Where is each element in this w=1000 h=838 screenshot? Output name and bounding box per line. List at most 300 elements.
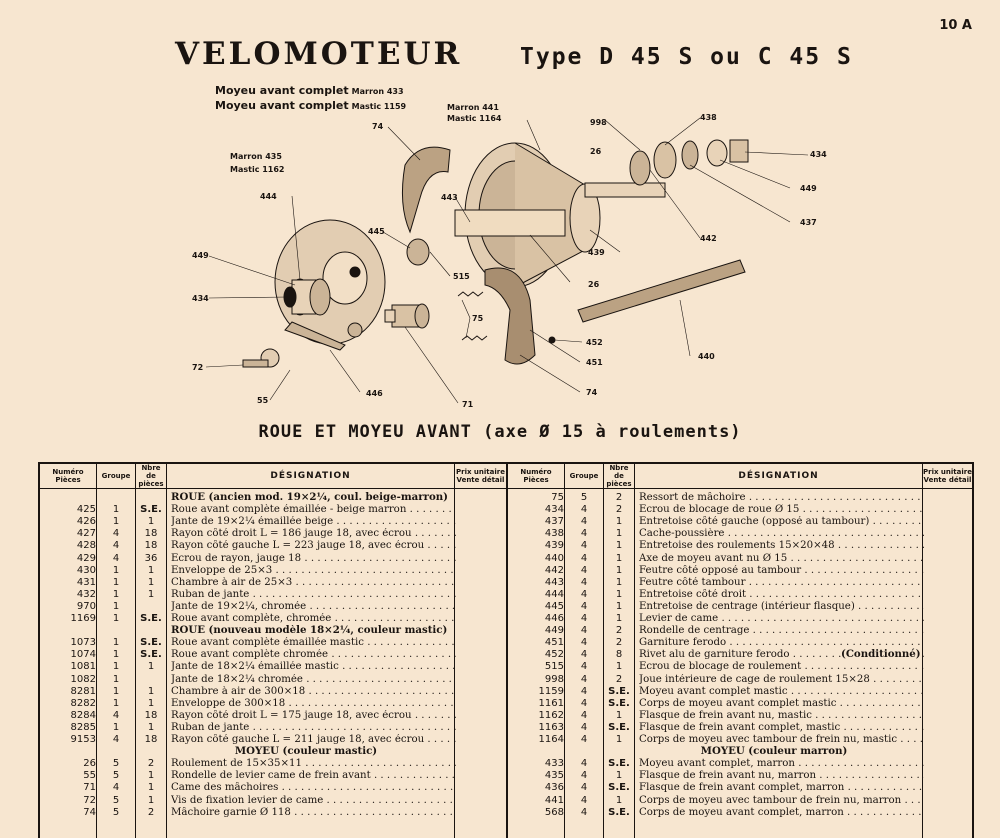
part-number-cell: 568: [544, 806, 564, 818]
quantity-cell: S.E.: [608, 697, 630, 709]
table-row: [508, 540, 974, 552]
type-label: Type D 45 S ou C 45 S: [520, 44, 853, 70]
header-groupe: Groupe: [97, 464, 135, 489]
hub-spacer-drawing: [455, 210, 565, 236]
group-cell: 4: [580, 758, 588, 770]
table-row: [40, 516, 506, 528]
part-number-cell: 430: [76, 564, 96, 576]
part-number-cell: 442: [544, 564, 564, 576]
table-row: [40, 674, 506, 686]
part-number-cell: 440: [544, 552, 564, 564]
callout-mastic-1164: Mastic 1164: [447, 114, 502, 123]
part-number-cell: 438: [544, 528, 564, 540]
quantity-cell: 1: [615, 613, 623, 624]
parts-table: [38, 462, 974, 838]
table-row: [40, 613, 506, 625]
callout-26-bottom: 26: [588, 280, 600, 289]
table-row: [40, 649, 506, 661]
designation-cell: Flasque de frein avant complet, mastic . . .: [639, 722, 924, 734]
table-row: [508, 516, 974, 528]
table-row: [40, 504, 506, 516]
part-number-cell: 428: [76, 540, 96, 552]
table-row: [508, 770, 974, 782]
designation-cell: MOYEU (couleur marron): [700, 746, 848, 758]
section-title: ROUE ET MOYEU AVANT (axe Ø 15 à roulements): [258, 422, 742, 442]
group-cell: 4: [580, 734, 588, 745]
part-number-cell: 998: [544, 673, 564, 685]
table-row: [508, 613, 974, 625]
group-cell: 4: [580, 625, 588, 637]
group-cell: 1: [112, 697, 120, 709]
quantity-cell: 1: [615, 709, 623, 721]
table-row: [40, 637, 506, 649]
part-number-cell: 449: [544, 625, 564, 637]
page-number: 10 A: [939, 18, 972, 33]
right-bearing-stack-drawing: [630, 140, 748, 185]
group-cell: 4: [112, 709, 120, 721]
designation-cell: Ecrou de rayon, jauge 18 . . .: [171, 553, 456, 565]
callout-443: 443: [441, 193, 458, 202]
callout-marron-441: Marron 441: [447, 103, 499, 112]
designation-cell: Joue intérieure de cage de roulement 15×28 . . .: [639, 674, 924, 686]
callout-75: 75: [472, 314, 484, 323]
designation-cell: Chambre à air de 300×18 . . .: [171, 686, 456, 698]
part-number-cell: 1163: [538, 721, 564, 733]
part-number-cell: 444: [544, 588, 564, 600]
group-cell: 1: [112, 721, 120, 733]
quantity-cell: 2: [615, 492, 623, 503]
cam-drawing: [385, 304, 429, 328]
group-cell: 4: [112, 540, 120, 552]
designation-cell: Ruban de jante . . .: [171, 589, 456, 601]
designation-cell: Came des mâchoires . . .: [171, 782, 456, 794]
part-number-cell: 446: [544, 613, 564, 624]
table-row: [508, 625, 974, 637]
table-row: [508, 722, 974, 734]
group-cell: 4: [580, 528, 588, 540]
group-cell: 1: [112, 600, 120, 612]
group-cell: 4: [112, 552, 120, 564]
group-cell: 1: [112, 661, 120, 673]
designation-suffix: (Conditionné): [841, 648, 921, 661]
part-number-cell: 1159: [538, 685, 564, 697]
table-row: [40, 710, 506, 722]
callout-452: 452: [586, 338, 603, 347]
group-cell: 4: [580, 637, 588, 649]
quantity-cell: 2: [615, 637, 623, 649]
table-row: [508, 795, 974, 807]
quantity-cell: 1: [147, 794, 155, 806]
header-groupe-right: Groupe: [565, 464, 603, 489]
designation-cell: Flasque de frein avant nu, marron . . .: [639, 770, 924, 782]
group-cell: 4: [580, 588, 588, 600]
table-row: [40, 734, 506, 746]
table-row: [508, 710, 974, 722]
designation-cell: MOYEU (couleur mastic): [234, 746, 378, 758]
part-number-cell: 970: [76, 600, 96, 612]
designation-cell: Feutre côté tambour . . .: [639, 577, 924, 589]
quantity-cell: S.E.: [140, 504, 162, 516]
quantity-cell: S.E.: [140, 649, 162, 661]
callout-515: 515: [453, 272, 470, 281]
quantity-cell: 1: [615, 794, 623, 806]
callout-26-top: 26: [590, 147, 602, 156]
group-cell: 4: [580, 673, 588, 685]
part-number-cell: 515: [544, 661, 564, 673]
group-cell: 1: [112, 613, 120, 624]
part-number-cell: 26: [83, 758, 96, 770]
designation-cell: Entretoise côté gauche (opposé au tambour) . . .: [639, 516, 924, 528]
designation-cell: Ressort de mâchoire . . .: [639, 492, 924, 504]
group-cell: 1: [112, 685, 120, 697]
table-row: [40, 686, 506, 698]
table-row: [508, 649, 974, 661]
part-number-cell: 1081: [70, 661, 96, 673]
callout-998: 998: [590, 118, 607, 127]
designation-cell: Rondelle de levier came de frein avant . . .: [171, 770, 456, 782]
designation-cell: Jante de 18×2¼ émaillée mastic . . .: [171, 661, 456, 673]
table-row: [508, 807, 974, 819]
designation-cell: Corps de moyeu avant complet, marron . . .: [639, 807, 924, 819]
quantity-cell: 2: [615, 673, 623, 685]
table-row: [40, 528, 506, 540]
quantity-cell: S.E.: [608, 721, 630, 733]
callout-438: 438: [700, 113, 717, 122]
group-cell: 4: [580, 770, 588, 782]
quantity-cell: 1: [615, 734, 623, 745]
quantity-cell: 1: [147, 588, 155, 600]
table-row: [40, 492, 506, 504]
designation-cell: Corps de moyeu avec tambour de frein nu, mastic . . .: [639, 734, 924, 746]
table-row: [40, 770, 506, 782]
designation-cell: Chambre à air de 25×3 . . .: [171, 577, 456, 589]
group-cell: 1: [112, 516, 120, 528]
group-cell: 4: [580, 576, 588, 588]
group-cell: 4: [580, 661, 588, 673]
table-row: [40, 577, 506, 589]
subtitle-mastic: Moyeu avant complet Mastic 1159: [215, 99, 407, 112]
group-cell: 4: [580, 806, 588, 818]
rivet-drawing: [549, 337, 555, 343]
designation-cell: Corps de moyeu avec tambour de frein nu, marron . . .: [639, 795, 924, 807]
part-number-cell: 74: [83, 806, 96, 818]
part-number-cell: 55: [83, 770, 96, 782]
group-cell: 5: [112, 770, 120, 782]
quantity-cell: 2: [615, 625, 623, 637]
quantity-cell: S.E.: [608, 685, 630, 697]
designation-cell: Roue avant complète émaillée - beige marron . . .: [171, 504, 456, 516]
quantity-cell: S.E.: [608, 806, 630, 818]
table-row: [40, 746, 506, 758]
callout-442: 442: [700, 234, 717, 243]
designation-cell: Moyeu avant complet, marron . . .: [639, 758, 924, 770]
quantity-cell: 2: [147, 806, 155, 818]
group-cell: 1: [112, 673, 120, 685]
quantity-cell: 1: [147, 782, 155, 794]
callout-446: 446: [366, 389, 383, 398]
quantity-cell: 1: [615, 661, 623, 673]
part-number-cell: 8282: [70, 697, 96, 709]
designation-cell: Entretoise côté droit . . .: [639, 589, 924, 601]
part-number-cell: 451: [544, 637, 564, 649]
table-row: [40, 601, 506, 613]
table-row: [40, 661, 506, 673]
group-cell: 4: [112, 782, 120, 794]
table-row: [508, 601, 974, 613]
table-row: [40, 722, 506, 734]
group-cell: 4: [580, 685, 588, 697]
table-row: [40, 782, 506, 794]
designation-cell: Rondelle de centrage . . .: [639, 625, 924, 637]
table-row: [508, 577, 974, 589]
table-row: [508, 565, 974, 577]
header-designation: DÉSIGNATION: [167, 464, 454, 489]
subtitle-marron: Moyeu avant complet Marron 433: [215, 84, 404, 97]
designation-cell: Rivet alu de garniture ferodo . . .: [639, 649, 924, 661]
quantity-cell: 18: [144, 734, 158, 745]
quantity-cell: 1: [615, 552, 623, 564]
part-number-cell: 439: [544, 540, 564, 552]
header-nbre: Nbre de pièces: [136, 464, 166, 489]
designation-cell: Rayon côté droit L = 175 jauge 18, avec écrou . . .: [171, 710, 456, 722]
designation-cell: ROUE (ancien mod. 19×2¼, coul. beige-marron): [171, 492, 448, 503]
designation-cell: Jante de 18×2¼ chromée . . .: [171, 674, 456, 686]
group-cell: 4: [580, 782, 588, 794]
table-row: [508, 661, 974, 673]
callout-451: 451: [586, 358, 603, 367]
quantity-cell: 1: [615, 588, 623, 600]
part-number-cell: 441: [544, 794, 564, 806]
part-number-cell: 1162: [538, 709, 564, 721]
part-number-cell: 1074: [70, 649, 96, 661]
group-cell: 4: [580, 504, 588, 516]
designation-cell: Roue avant complète émaillée mastic . . .: [171, 637, 456, 649]
quantity-cell: 1: [147, 661, 155, 673]
group-cell: 4: [112, 528, 120, 540]
table-row: [508, 528, 974, 540]
quantity-cell: 2: [615, 504, 623, 516]
quantity-cell: S.E.: [140, 613, 162, 624]
quantity-cell: 1: [147, 770, 155, 782]
quantity-cell: 1: [147, 697, 155, 709]
screw-drawing: [243, 360, 268, 367]
designation-cell: Enveloppe de 300×18 . . .: [171, 698, 456, 710]
quantity-cell: S.E.: [140, 637, 162, 649]
table-row: [508, 686, 974, 698]
designation-cell: Rayon côté gauche L = 223 jauge 18, avec écrou . . .: [171, 540, 456, 552]
table-row: [40, 565, 506, 577]
callout-74-bottom: 74: [586, 388, 598, 397]
part-number-cell: 434: [544, 504, 564, 516]
callout-449-left: 449: [192, 251, 209, 260]
table-row: [508, 553, 974, 565]
table-row: [40, 807, 506, 819]
header-prix: Prix unitaire Vente détail: [455, 464, 506, 489]
header-num-right: Numéro Pièces: [508, 464, 564, 489]
designation-cell: Jante de 19×2¼, chromée . . .: [171, 601, 456, 613]
designation-cell: Roulement de 15×35×11 . . .: [171, 758, 456, 770]
part-number-cell: 1073: [70, 637, 96, 649]
table-row: [508, 504, 974, 516]
part-number-cell: 432: [76, 588, 96, 600]
designation-cell: Levier de came . . .: [639, 613, 924, 625]
parts-table-left: [40, 464, 508, 838]
designation-cell: Flasque de frein avant nu, mastic . . .: [639, 710, 924, 722]
designation-cell: Vis de fixation levier de came . . .: [171, 795, 456, 807]
group-cell: 4: [580, 552, 588, 564]
designation-cell: Moyeu avant complet mastic . . .: [639, 686, 924, 698]
group-cell: 4: [580, 613, 588, 624]
callout-72: 72: [192, 363, 204, 372]
quantity-cell: 1: [147, 564, 155, 576]
quantity-cell: 1: [147, 721, 155, 733]
group-cell: 4: [580, 709, 588, 721]
table-row: [40, 698, 506, 710]
designation-cell: Corps de moyeu avant complet mastic . . .: [639, 698, 924, 710]
group-cell: 1: [112, 649, 120, 661]
quantity-cell: S.E.: [608, 782, 630, 794]
callout-444: 444: [260, 192, 277, 201]
part-number-cell: 435: [544, 770, 564, 782]
table-row: [40, 589, 506, 601]
quantity-cell: 18: [144, 709, 158, 721]
part-number-cell: 452: [544, 649, 564, 661]
group-cell: 1: [112, 588, 120, 600]
header-designation-right: DÉSIGNATION: [635, 464, 922, 489]
group-cell: 4: [580, 697, 588, 709]
table-row: [508, 589, 974, 601]
designation-cell: Ecrou de blocage de roue Ø 15 . . .: [639, 504, 924, 516]
callout-449-right: 449: [800, 184, 817, 193]
quantity-cell: 1: [615, 770, 623, 782]
table-row: [508, 746, 974, 758]
part-number-cell: 431: [76, 576, 96, 588]
designation-cell: Axe de moyeu avant nu Ø 15 . . .: [639, 553, 924, 565]
callout-71: 71: [462, 400, 474, 409]
table-row: [508, 637, 974, 649]
brake-shoe-upper-drawing: [402, 147, 450, 232]
spacer-drawing: [407, 239, 429, 265]
designation-cell: Mâchoire garnie Ø 118 . . .: [171, 807, 456, 819]
quantity-cell: 1: [147, 576, 155, 588]
page-title: VELOMOTEUR: [175, 36, 463, 72]
group-cell: 4: [580, 721, 588, 733]
callout-434-right: 434: [810, 150, 827, 159]
parts-table-right: [508, 464, 974, 838]
group-cell: 5: [112, 806, 120, 818]
designation-cell: Entretoise des roulements 15×20×48 . . .: [639, 540, 924, 552]
quantity-cell: 1: [147, 516, 155, 528]
table-row: [40, 795, 506, 807]
quantity-cell: 18: [144, 528, 158, 540]
callout-437: 437: [800, 218, 817, 227]
designation-cell: Ruban de jante . . .: [171, 722, 456, 734]
group-cell: 4: [580, 540, 588, 552]
quantity-cell: 2: [147, 758, 155, 770]
spring-drawing: [458, 292, 483, 296]
callout-434-left: 434: [192, 294, 209, 303]
header-num: Numéro Pièces: [40, 464, 96, 489]
part-number-cell: 72: [83, 794, 96, 806]
callout-mastic-1162: Mastic 1162: [230, 165, 285, 174]
callout-55: 55: [257, 396, 269, 405]
part-number-cell: 426: [76, 516, 96, 528]
part-number-cell: 443: [544, 576, 564, 588]
part-number-cell: 75: [551, 492, 564, 503]
group-cell: 1: [112, 637, 120, 649]
group-cell: 5: [112, 758, 120, 770]
table-row: [508, 492, 974, 504]
part-number-cell: 429: [76, 552, 96, 564]
quantity-cell: S.E.: [608, 758, 630, 770]
table-row: [508, 734, 974, 746]
group-cell: 4: [580, 564, 588, 576]
quantity-cell: 36: [144, 552, 158, 564]
designation-cell: Roue avant complète, chromée . . .: [171, 613, 456, 625]
callout-74-top: 74: [372, 122, 384, 131]
callout-marron-435: Marron 435: [230, 152, 282, 161]
table-row: [508, 782, 974, 794]
group-cell: 1: [112, 564, 120, 576]
table-row: [40, 625, 506, 637]
designation-cell: Entretoise de centrage (intérieur flasque) . . .: [639, 601, 924, 613]
designation-cell: Flasque de frein avant complet, marron . . .: [639, 782, 924, 794]
table-row: [40, 540, 506, 552]
part-number-cell: 445: [544, 600, 564, 612]
callout-439: 439: [588, 248, 605, 257]
part-number-cell: 425: [76, 504, 96, 516]
designation-cell: Rayon côté gauche L = 211 jauge 18, avec écrou . . .: [171, 734, 456, 746]
quantity-cell: 1: [615, 540, 623, 552]
group-cell: 5: [580, 492, 588, 503]
group-cell: 4: [580, 794, 588, 806]
quantity-cell: 18: [144, 540, 158, 552]
quantity-cell: 1: [615, 516, 623, 528]
designation-cell: ROUE (nouveau modèle 18×2¼, couleur mastic): [171, 625, 448, 637]
designation-cell: Roue avant complète chromée . . .: [171, 649, 456, 661]
designation-cell: Garniture ferodo . . .: [639, 637, 924, 649]
group-cell: 4: [580, 649, 588, 661]
group-cell: 1: [112, 504, 120, 516]
part-number-cell: 1161: [538, 697, 564, 709]
part-number-cell: 71: [83, 782, 96, 794]
table-row: [40, 553, 506, 565]
axle-drawing: [578, 260, 745, 322]
quantity-cell: 1: [615, 564, 623, 576]
designation-cell: Enveloppe de 25×3 . . .: [171, 565, 456, 577]
part-number-cell: 437: [544, 516, 564, 528]
designation-cell: Feutre côté opposé au tambour . . .: [639, 565, 924, 577]
quantity-cell: 1: [615, 528, 623, 540]
part-number-cell: 8281: [70, 685, 96, 697]
table-row: [40, 758, 506, 770]
part-number-cell: 433: [544, 758, 564, 770]
part-number-cell: 1164: [538, 734, 564, 745]
part-number-cell: 1169: [70, 613, 96, 624]
part-number-cell: 8284: [70, 709, 96, 721]
callout-440: 440: [698, 352, 715, 361]
part-number-cell: 436: [544, 782, 564, 794]
group-cell: 5: [112, 794, 120, 806]
group-cell: 1: [112, 576, 120, 588]
designation-cell: Rayon côté droit L = 186 jauge 18, avec écrou . . .: [171, 528, 456, 540]
table-row: [508, 698, 974, 710]
callout-445: 445: [368, 227, 385, 236]
table-row: [508, 758, 974, 770]
quantity-cell: 1: [147, 685, 155, 697]
part-number-cell: 427: [76, 528, 96, 540]
part-number-cell: 1082: [70, 673, 96, 685]
